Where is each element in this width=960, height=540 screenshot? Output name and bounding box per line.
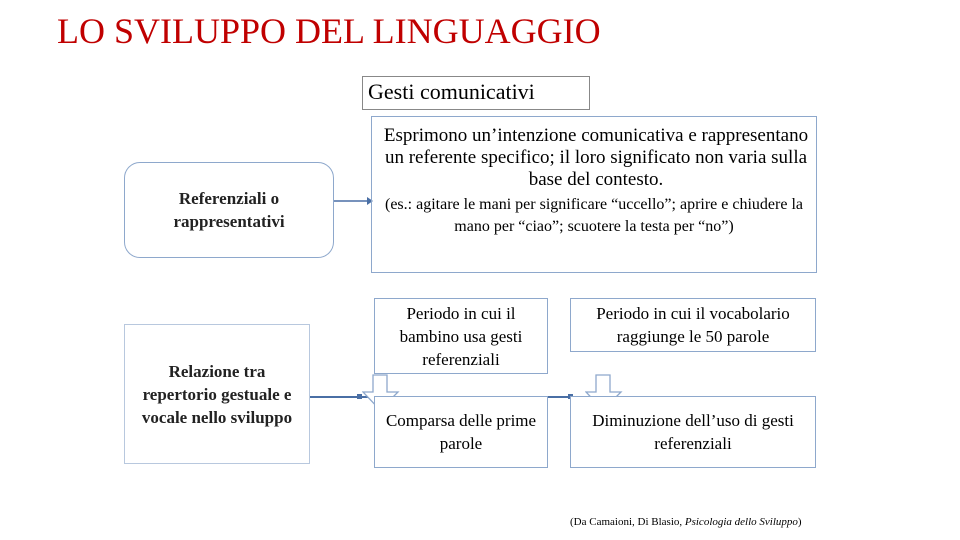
- gesture-decrease-box: [570, 396, 816, 468]
- arrow-right-icon: [334, 194, 374, 208]
- description-text: Esprimono un’intenzione comunicativa e rappresentano un referente specifico; il loro significato non varia sulla base del contesto.: [383, 125, 809, 190]
- relation-box: [124, 324, 310, 464]
- first-words-box: [374, 396, 548, 468]
- gesture-decrease-text: Diminuzione dell’uso di gesti referenziali: [592, 411, 794, 453]
- relation-label: Relazione tra repertorio gestuale e vocale nello sviluppo: [141, 361, 293, 427]
- vocabulary-period-text: Periodo in cui il vocabolario raggiunge le 50 parole: [596, 304, 790, 346]
- example-text: (es.: agitare le mani per significare “uccello”; aprire e chiudere la mano per “ciao”; scuotere la testa per “no”): [385, 196, 803, 235]
- subtitle-box: [362, 76, 590, 110]
- first-words-text: Comparsa delle prime parole: [385, 411, 537, 453]
- referential-gestures-box: [124, 162, 334, 258]
- subtitle-text: Gesti comunicativi: [368, 79, 535, 104]
- page-title: LO SVILUPPO DEL LINGUAGGIO: [57, 11, 601, 51]
- vocabulary-period-box: [570, 298, 816, 352]
- referential-period-box: [374, 298, 548, 374]
- description-box: [371, 116, 817, 273]
- source-credit: (Da Camaioni, Di Blasio, Psicologia dello Sviluppo): [570, 516, 802, 528]
- referential-period-text: Periodo in cui il bambino usa gesti referenziali: [399, 303, 523, 369]
- referential-gestures-label: Referenziali o rappresentativi: [173, 189, 285, 231]
